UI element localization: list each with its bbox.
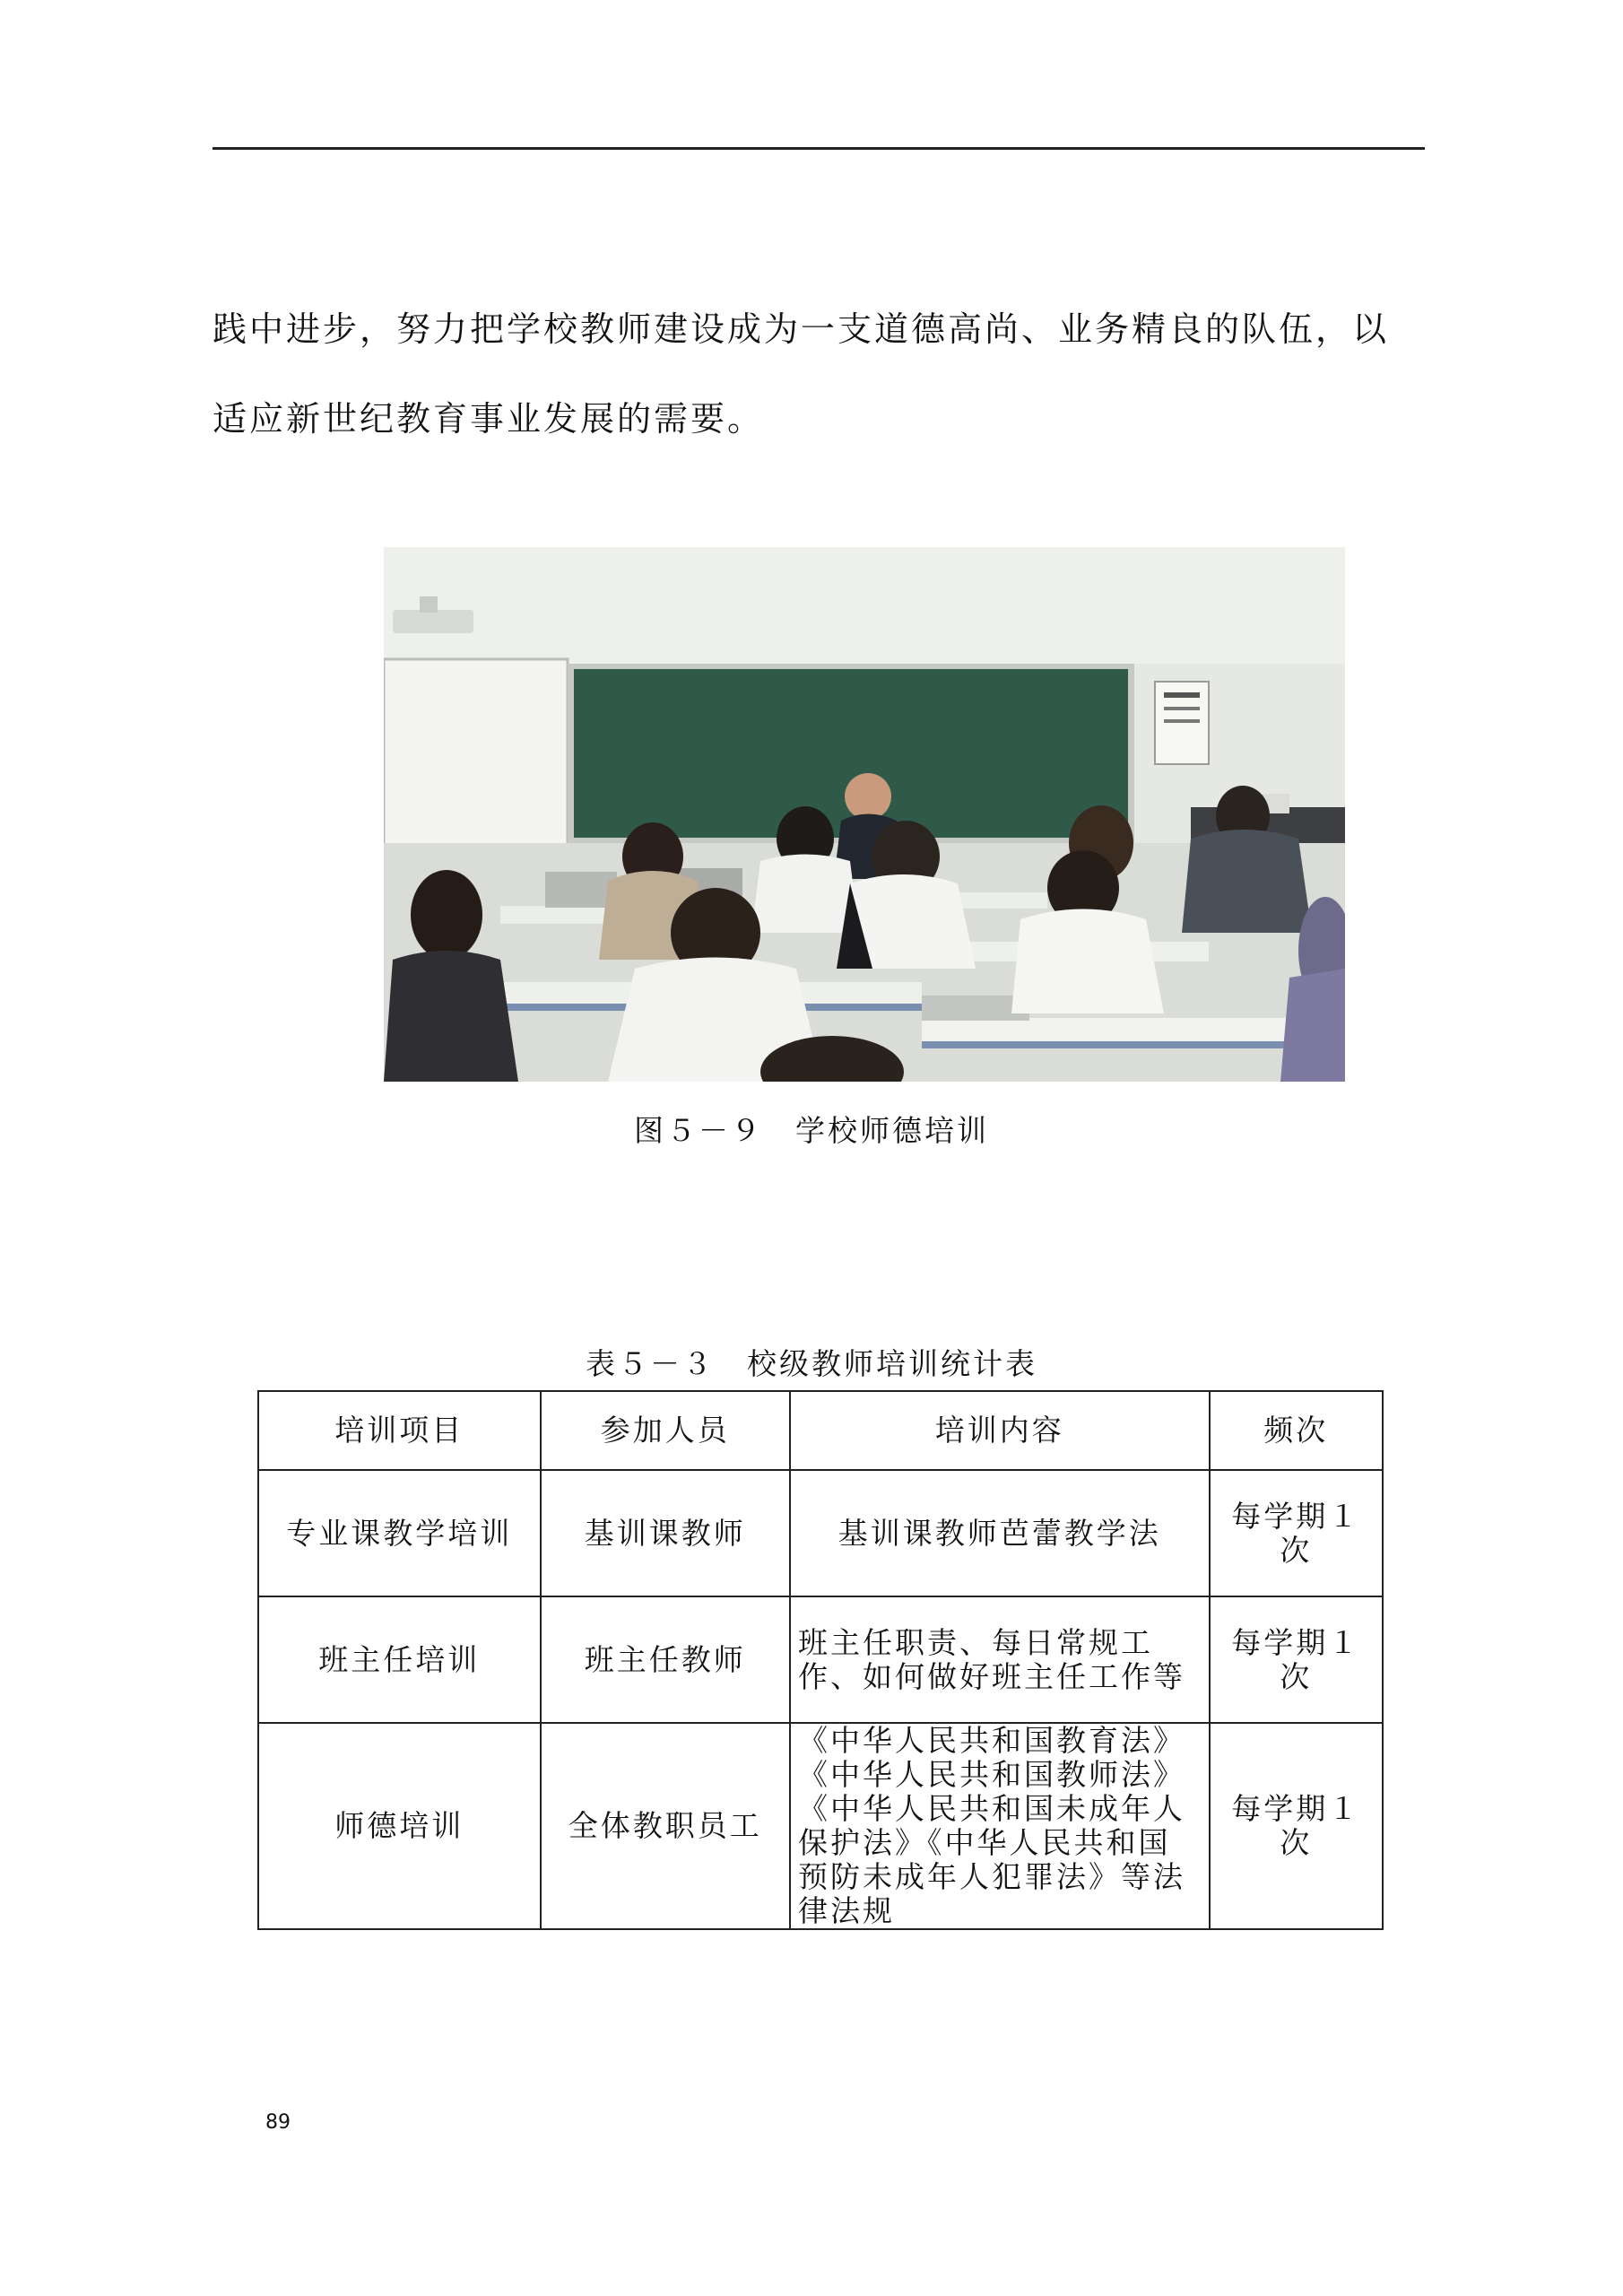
training-photo <box>384 547 1345 1082</box>
table-cell: 班主任培训 <box>258 1596 541 1723</box>
header-cell: 参加人员 <box>541 1391 790 1470</box>
table-cell: 每学期１次 <box>1210 1723 1383 1929</box>
table-cell: 每学期１次 <box>1210 1470 1383 1596</box>
table-cell: 每学期１次 <box>1210 1596 1383 1723</box>
table-row <box>258 1723 1383 1929</box>
table-cell: 全体教职员工 <box>541 1723 790 1929</box>
table-cell: 班主任教师 <box>541 1596 790 1723</box>
body-text-line-2: 适应新世纪教育事业发展的需要。 <box>213 399 765 439</box>
table-cell: 班主任职责、每日常规工作、如何做好班主任工作等 <box>790 1596 1210 1723</box>
training-stats-table <box>257 1390 1384 1930</box>
table-cell: 师德培训 <box>258 1723 541 1929</box>
figure-caption: 图５－９ 学校师德培训 <box>634 1113 989 1148</box>
table-cell: 专业课教学培训 <box>258 1470 541 1596</box>
header-cell: 频次 <box>1210 1391 1383 1470</box>
table-header-row <box>258 1391 1383 1470</box>
table-cell: 基训课教师芭蕾教学法 <box>790 1470 1210 1596</box>
header-cell: 培训内容 <box>790 1391 1210 1470</box>
table-row <box>258 1596 1383 1723</box>
header-cell: 培训项目 <box>258 1391 541 1470</box>
table-cell: 基训课教师 <box>541 1470 790 1596</box>
page-number: 89 <box>265 2111 291 2134</box>
table-cell: 《中华人民共和国教育法》《中华人民共和国教师法》《中华人民共和国未成年人保护法》《中华人民共和国预防未成年人犯罪法》等法律法规 <box>790 1723 1210 1929</box>
table-caption: 表５－３ 校级教师培训统计表 <box>586 1346 1037 1381</box>
body-text-line-1: 践中进步，努力把学校教师建设成为一支道德高尚、业务精良的队伍，以 <box>213 309 1390 349</box>
header-rule <box>213 147 1425 150</box>
table-row <box>258 1470 1383 1596</box>
